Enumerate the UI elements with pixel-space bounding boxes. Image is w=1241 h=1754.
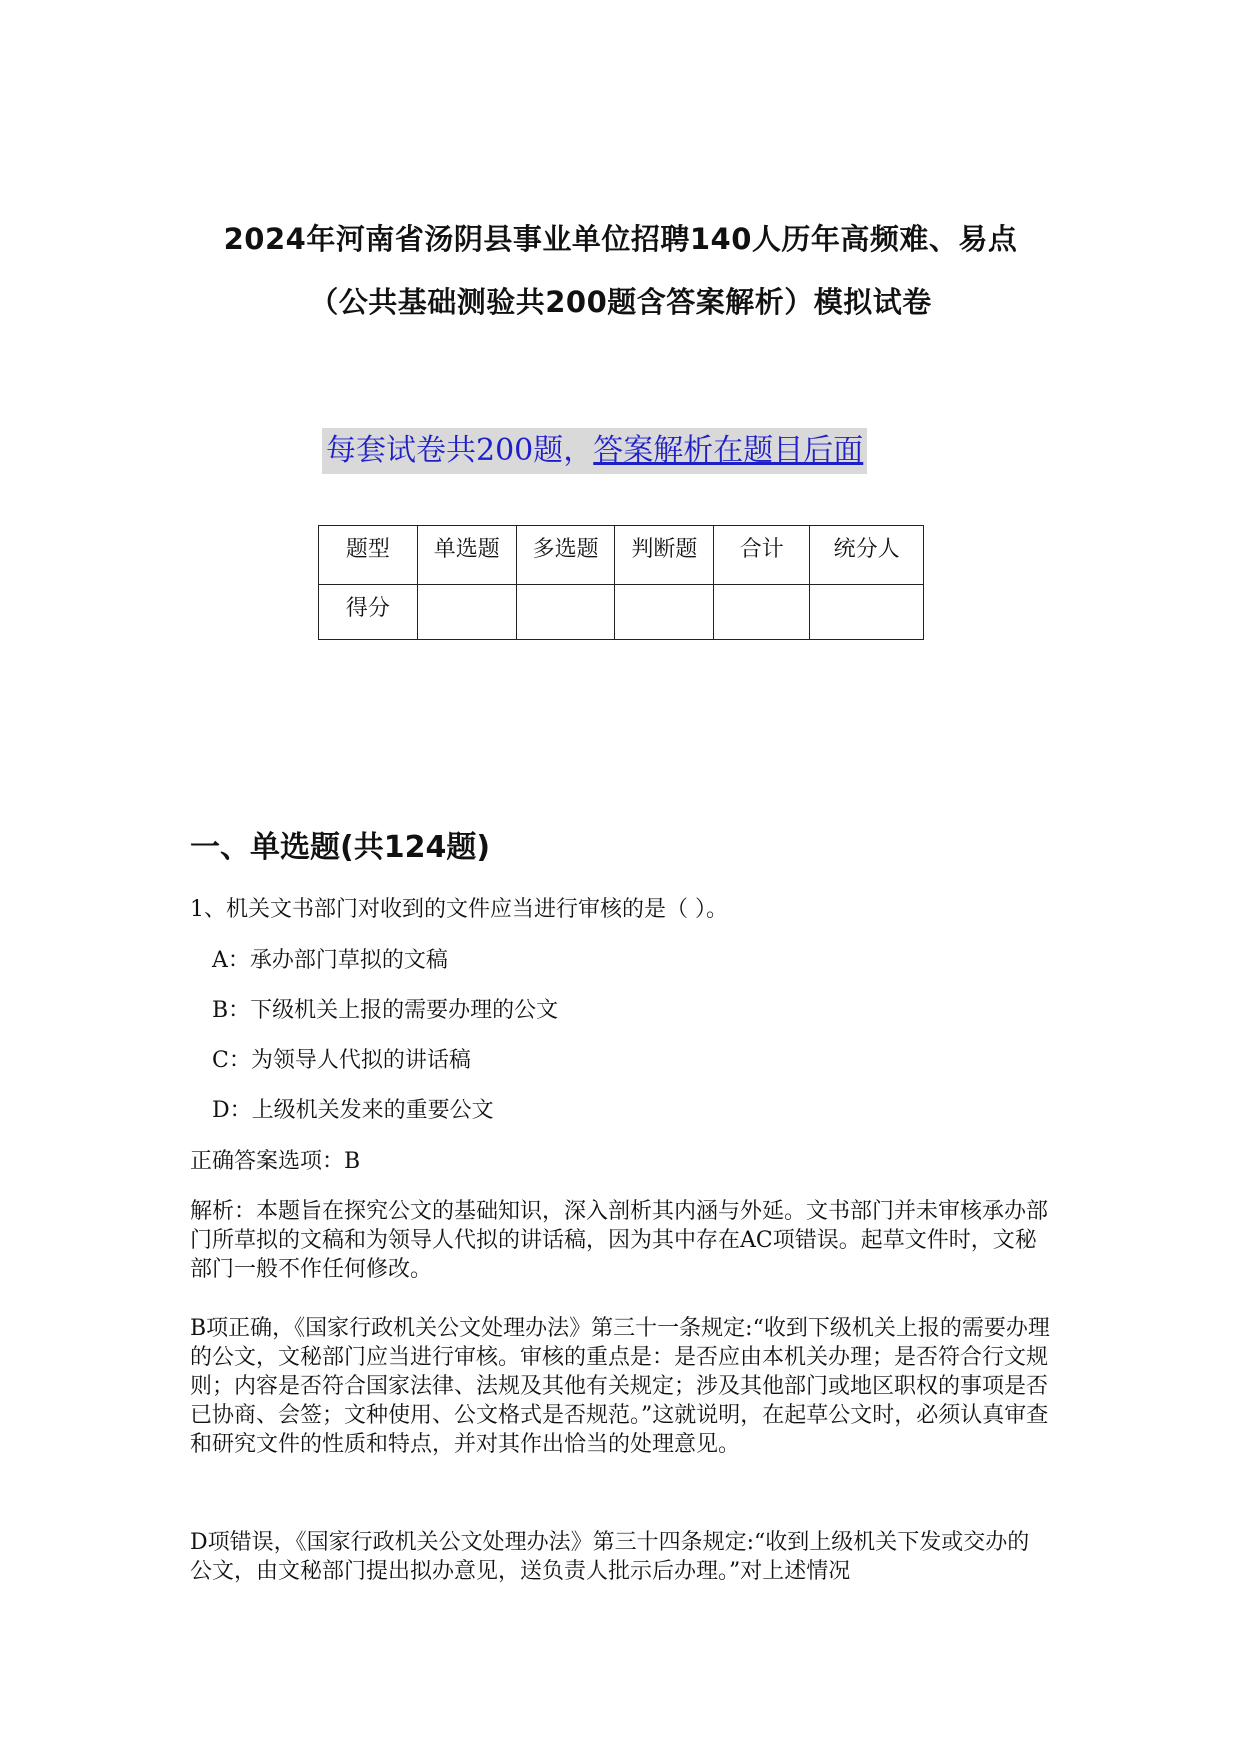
score-table-header-cell: 题型: [319, 526, 418, 585]
option-d: D：上级机关发来的重要公文: [212, 1098, 494, 1123]
option-b: B：下级机关上报的需要办理的公文: [212, 998, 559, 1023]
score-cell: [615, 585, 714, 640]
notice-banner-text: 每套试卷共200题，: [326, 433, 594, 468]
explanation-paragraph: 解析：本题旨在探究公文的基础知识，深入剖析其内涵与外延。文书部门并未审核承办部门所草拟的文稿和为领导人代拟的讲话稿，因为其中存在AC项错误。起草文件时，文秘部门一般不作任何修改。: [190, 1199, 1049, 1282]
score-table-score-row: [319, 585, 924, 640]
option-c: C：为领导人代拟的讲话稿: [212, 1048, 471, 1073]
score-table: [318, 525, 924, 640]
score-table-header-row: [319, 526, 924, 585]
correct-answer: 正确答案选项：B: [190, 1149, 361, 1174]
score-cell: [516, 585, 615, 640]
notice-banner: [322, 428, 867, 474]
score-cell: [810, 585, 924, 640]
option-a: A：承办部门草拟的文稿: [212, 948, 448, 973]
score-cell: [714, 585, 810, 640]
explanation-paragraph: D项错误，《国家行政机关公文处理办法》第三十四条规定:“收到上级机关下发或交办的公文，由文秘部门提出拟办意见，送负责人批示后办理。”对上述情况: [190, 1530, 1030, 1584]
score-table-header-cell: 判断题: [615, 526, 714, 585]
score-table-header-cell: 多选题: [516, 526, 615, 585]
score-table-header-cell: 单选题: [417, 526, 516, 585]
document-title-line-1: 2024年河南省汤阴县事业单位招聘140人历年高频难、易点: [223, 222, 1018, 256]
score-row-label: 得分: [319, 585, 418, 640]
section-heading: 一、单选题(共124题): [190, 830, 491, 865]
question-stem: 1、机关文书部门对收到的文件应当进行审核的是（ ）。: [190, 897, 728, 922]
score-table-header-cell: 合计: [714, 526, 810, 585]
explanation-paragraph: B项正确，《国家行政机关公文处理办法》第三十一条规定:“收到下级机关上报的需要办理的公文，文秘部门应当进行审核。审核的重点是：是否应由本机关办理；是否符合行文规则；内容是否符合国家法律、法规及其他有关规定；涉及其他部门或地区职权的事项是否已协商、会签；文种使用、公文格式是否规范。”这就说明，在起草公文时，必须认真审查和研究文件的性质和特点，并对其作出恰当的处理意见。: [190, 1316, 1050, 1457]
document-title-line-2: （公共基础测验共200题含答案解析）模拟试卷: [309, 285, 932, 319]
score-cell: [417, 585, 516, 640]
answer-location-link[interactable]: 答案解析在题目后面: [593, 433, 864, 468]
score-table-header-cell: 统分人: [810, 526, 924, 585]
